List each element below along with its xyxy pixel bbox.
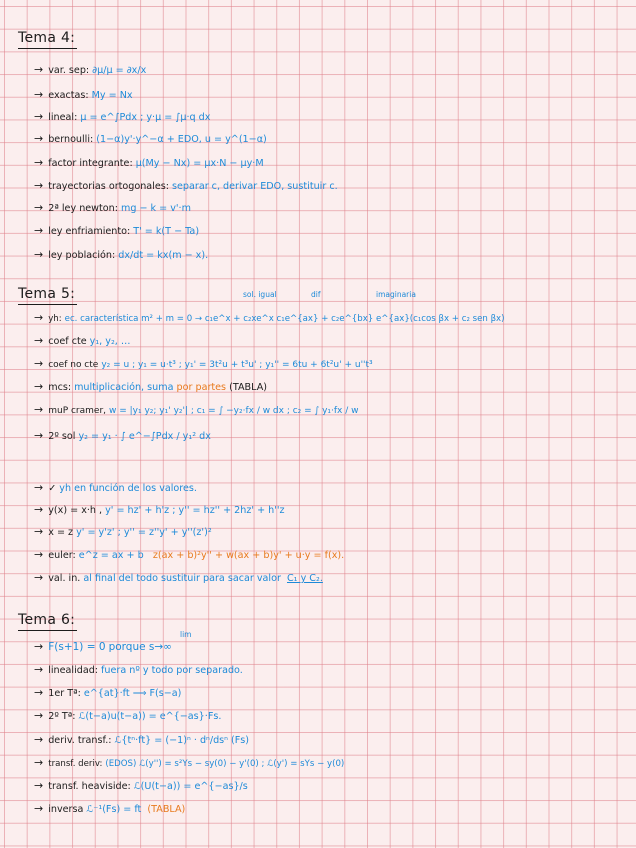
arrow-icon: → xyxy=(34,663,44,676)
tema4-row-var-sep: → var. sep: ∂μ/μ = ∂x/x xyxy=(34,63,147,76)
tema4-row-newton: → 2ª ley newton: mg − k = v'·m xyxy=(34,201,191,214)
tema5-row-coef-no-cte: → coef no cte y₂ = u ; y₁ = u·t³ ; y₁' = 3t²u + t³u' ; y₁'' = 6tu + 6t²u' + u''t³ xyxy=(34,357,373,370)
tema4-row-lineal: → lineal: μ = e^∫Pdx ; y·μ = ∫μ·q dx xyxy=(34,110,211,123)
tema5-title: Tema 5: xyxy=(18,286,76,302)
arrow-icon: → xyxy=(34,571,44,584)
tema5-row-2-sol: → 2º sol y₂ = y₁ · ∫ e^−∫Pdx / y₁² dx xyxy=(34,429,211,442)
tema5-row-coef-cte: → coef cte y₁, y₂, … xyxy=(34,334,131,347)
arrow-icon: → xyxy=(34,429,44,442)
arrow-icon: → xyxy=(34,503,44,516)
tema4-title: Tema 4: xyxy=(18,30,76,46)
lim-note: lim xyxy=(180,630,192,639)
tema6-row-transf-deriv: → transf. deriv: (EDOS) ℒ(y'') = s²Ys − sy(0) − y'(0) ; ℒ(y') = sYs − y(0) xyxy=(34,756,345,769)
tema4-row-enfriamiento: → ley enfriamiento: T' = k(T − Ta) xyxy=(34,224,200,237)
arrow-icon: → xyxy=(34,548,44,561)
tema6-row-f-s1: → F(s+1) = 0 porque s→∞ xyxy=(34,640,172,653)
arrow-icon: → xyxy=(34,110,44,123)
arrow-icon: → xyxy=(34,201,44,214)
tema5-row-euler: → euler: e^z = ax + b z(ax + b)²y'' + w(ax + b)y' + u·y = f(x). xyxy=(34,548,345,561)
arrow-icon: → xyxy=(34,756,44,769)
tema6-row-deriv-transf: → deriv. transf.: ℒ{tⁿ·ft} = (−1)ⁿ · dⁿ/dsⁿ (Fs) xyxy=(34,733,250,746)
arrow-icon: → xyxy=(34,248,44,261)
tema4-row-factor-integrante: → factor integrante: μ(My − Nx) = μx·N − μy·M xyxy=(34,156,264,169)
arrow-icon: → xyxy=(34,709,44,722)
arrow-icon: → xyxy=(34,779,44,792)
arrow-icon: → xyxy=(34,88,44,101)
arrow-icon: → xyxy=(34,224,44,237)
arrow-icon: → xyxy=(34,640,44,653)
arrow-icon: → xyxy=(34,802,44,815)
tema4-row-bernoulli: → bernoulli: (1−α)y'·y^−α + EDO, u = y^(1−α) xyxy=(34,132,267,145)
tema5-row-yh-valores: → ✓ yh en función de los valores. xyxy=(34,481,197,494)
arrow-icon: → xyxy=(34,380,44,393)
arrow-icon: → xyxy=(34,403,44,416)
col-label-imaginaria: imaginaria xyxy=(376,290,416,299)
tema6-row-1er-teorema: → 1er Tª: e^{at}·ft ⟹ F(s−a) xyxy=(34,686,182,699)
arrow-icon: → xyxy=(34,733,44,746)
arrow-icon: → xyxy=(34,63,44,76)
tema6-row-linealidad: → linealidad: fuera nº y todo por separado. xyxy=(34,663,243,676)
tema5-row-cramer: → muP cramer, w = |y₁ y₂; y₁' y₂'| ; c₁ = ∫ −y₂·fx / w dx ; c₂ = ∫ y₁·fx / w xyxy=(34,403,359,416)
tema6-title: Tema 6: xyxy=(18,612,76,628)
arrow-icon: → xyxy=(34,179,44,192)
arrow-icon: → xyxy=(34,525,44,538)
tema4-row-exactas: → exactas: My = Nx xyxy=(34,88,133,101)
tema6-row-2-teorema: → 2º Tª: ℒ(t−a)u(t−a)) = e^{−as}·Fs. xyxy=(34,709,222,722)
arrow-icon: → xyxy=(34,686,44,699)
tema4-row-trayectorias: → trayectorias ortogonales: separar c, derivar EDO, sustituir c. xyxy=(34,179,338,192)
col-label-sol-igual: sol. igual xyxy=(243,290,277,299)
arrow-icon: → xyxy=(34,311,44,324)
tema5-row-x-z: → x = z y' = y'z' ; y'' = z''y' + y''(z')² xyxy=(34,525,212,538)
tema6-row-heaviside: → transf. heaviside: ℒ(U(t−a)) = e^{−as}/s xyxy=(34,779,248,792)
tema6-row-inversa: → inversa ℒ⁻¹(Fs) = ft (TABLA) xyxy=(34,802,186,815)
tema4-row-poblacion: → ley población: dx/dt = kx(m − x). xyxy=(34,248,209,261)
tema5-row-yh: → yh: ec. característica m² + m = 0 → c₁e^x + c₂xe^x c₁e^{ax} + c₂e^{bx} e^{ax}(c₁cos βx + c₂ sen βx) xyxy=(34,311,505,324)
arrow-icon: → xyxy=(34,156,44,169)
arrow-icon: → xyxy=(34,334,44,347)
tema5-row-val-in: → val. in. al final del todo sustituir para sacar valor C₁ y C₂. xyxy=(34,571,323,584)
arrow-icon: → xyxy=(34,481,44,494)
arrow-icon: → xyxy=(34,357,44,370)
col-label-dif: dif xyxy=(311,290,321,299)
arrow-icon: → xyxy=(34,132,44,145)
check-mark-icon: ✓ xyxy=(48,483,57,494)
tema5-row-mcs: → mcs: multiplicación, suma por partes (TABLA) xyxy=(34,380,267,393)
tema5-row-yx: → y(x) = x·h , y' = hz' + h'z ; y'' = hz'' + 2hz' + h''z xyxy=(34,503,285,516)
